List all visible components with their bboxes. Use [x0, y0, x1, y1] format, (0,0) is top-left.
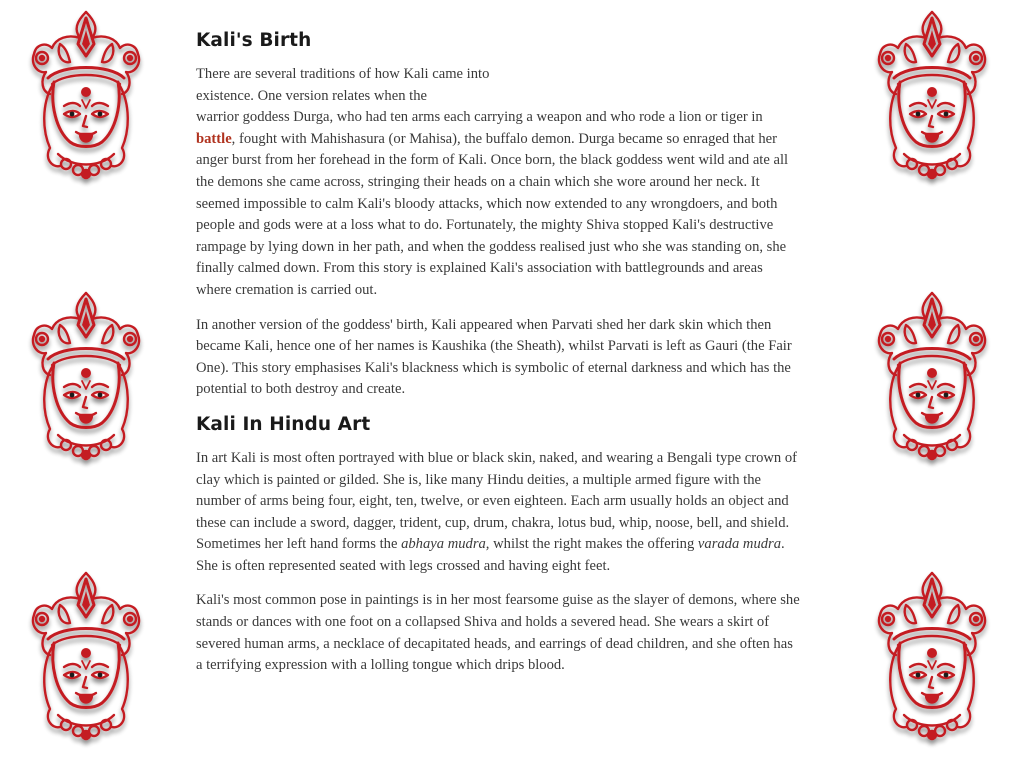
article-body: [196, 30, 800, 690]
kali-face-icon: [862, 8, 1002, 188]
kali-face-icon: [862, 289, 1002, 469]
birth-paragraph-2: In another version of the goddess' birth, Kali appeared when Parvati shed her dark skin which then became Kali, hence one of her names is Kaushika (the Sheath), whilst Parvati is left as Gauri (the Fair One). This story emphasises Kali's blackness which is symbolic of eternal darkness and which has the potential to both destroy and create.: [196, 316, 792, 398]
birth-text-part2: , fought with Mahishasura (or Mahisa), the buffalo demon. Durga became so enraged that her anger burst from her forehead in the form of Kali. Once born, the black goddess went wild and ate all the demons she came across, stringing their heads on a chain which she wore around her neck. It seemed impossible to calm Kali's bloody attacks, which now extended to any wrongdoers, and both people and gods were at a loss what to do. Fortunately, the mighty Shiva stopped Kali's destructive rampage by lying down in her path, and when the goddess realised just who she was standing on, she finally calmed down. From this story is explained Kali's association with battlegrounds and areas where cremation is carried out.: [196, 130, 789, 298]
varada-mudra-term: varada mudra: [697, 536, 782, 553]
kali-face-icon: [16, 569, 156, 749]
art-text-part2: whilst the right makes the offering: [489, 536, 698, 553]
abhaya-mudra-term: abhaya mudra,: [401, 536, 490, 553]
kali-face-icon: [16, 289, 156, 469]
art-paragraph-2: Kali's most common pose in paintings is in her most fearsome guise as the slayer of demons, where she stands or dances with one foot on a collapsed Shiva and holds a severed head. She wears a skirt of severed human arms, a necklace of decapitated heads, and earrings of dead children, and she often has a terrifying expression with a lolling tongue which drips blood.: [196, 592, 800, 674]
art-paragraph-1: [196, 448, 800, 578]
battle-link[interactable]: battle: [196, 130, 232, 147]
art-text-part1: In art Kali is most often portrayed with blue or black skin, naked, and wearing a Bengali type crown of clay which is painted or gilded. She is, like many Hindu deities, a multiple armed figure with the number of arms being four, eight, ten, twelve, or even eighteen. Each arm usually holds an object and these can include a sword, dagger, trident, cup, drum, chakra, lotus bud, whip, noose, bell, and shield. Sometimes her left hand forms the: [196, 449, 798, 553]
kali-face-icon: [862, 569, 1002, 749]
birth-paragraph-1: [196, 64, 800, 302]
section-heading-art: Kali In Hindu Art: [196, 413, 371, 435]
birth-text-part1: warrior goddess Durga, who had ten arms each carrying a weapon and who rode a lion or tiger in: [196, 109, 763, 126]
section-heading-birth: Kali's Birth: [196, 30, 312, 51]
art-text-part3: . She is often represented seated with legs crossed and having eight feet.: [196, 536, 785, 574]
birth-intro-text: There are several traditions of how Kali came into existence. One version relates when the: [196, 66, 490, 104]
kali-face-icon: [16, 8, 156, 188]
